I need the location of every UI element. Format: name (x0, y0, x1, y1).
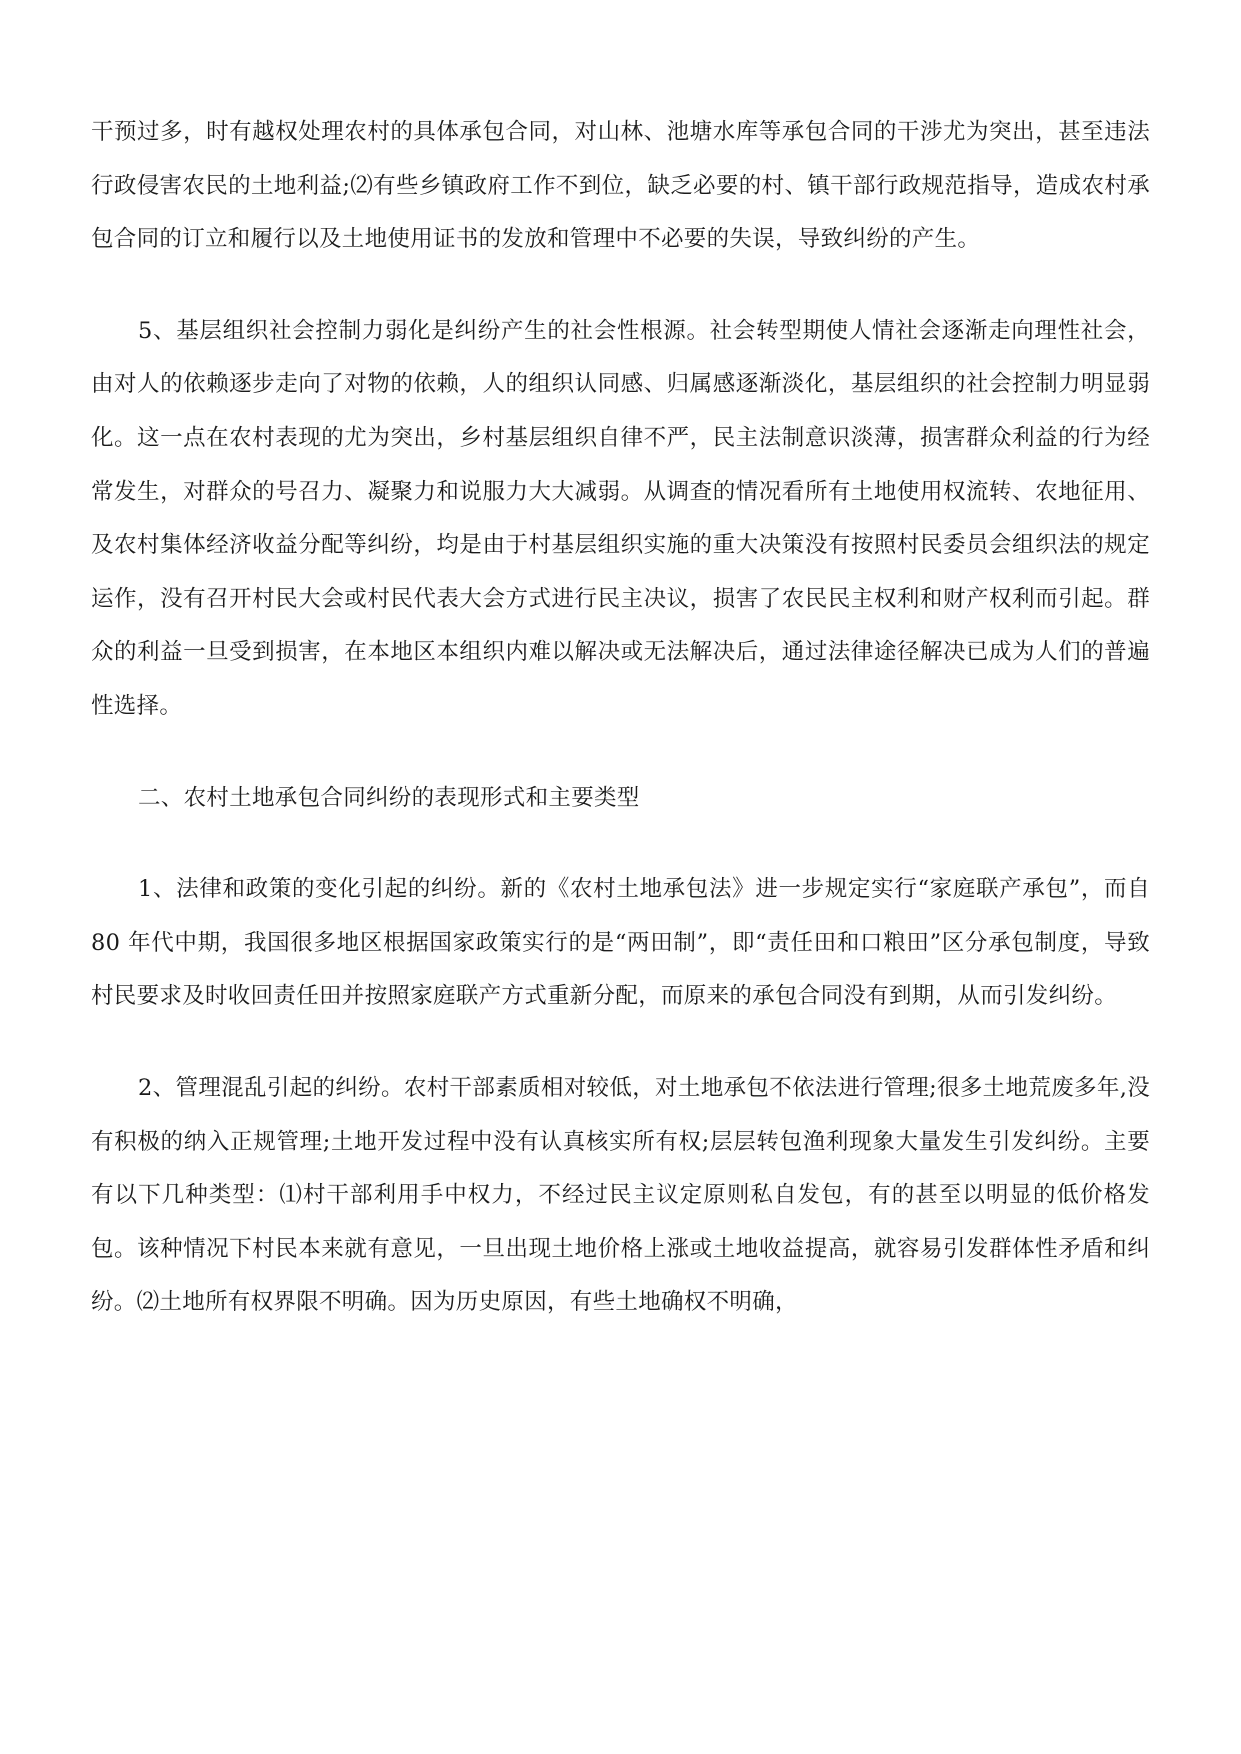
paragraph-item-1: 1、法律和政策的变化引起的纠纷。新的《农村土地承包法》进一步规定实行“家庭联产承包”，而自 80 年代中期，我国很多地区根据国家政策实行的是“两田制”，即“责任田和口粮田”区分承包制度，导致村民要求及时收回责任田并按照家庭联产方式重新分配，而原来的承包合同没有到期，从而引发纠纷。 (91, 876, 1150, 1010)
document-body (91, 106, 1150, 1330)
paragraph-item-5: 5、基层组织社会控制力弱化是纠纷产生的社会性根源。社会转型期使人情社会逐渐走向理性社会，由对人的依赖逐步走向了对物的依赖，人的组织认同感、归属感逐渐淡化，基层组织的社会控制力明显弱化。这一点在农村表现的尤为突出，乡村基层组织自律不严，民主法制意识淡薄，损害群众利益的行为经常发生，对群众的号召力、凝聚力和说服力大大减弱。从调查的情况看所有土地使用权流转、农地征用、及农村集体经济收益分配等纠纷，均是由于村基层组织实施的重大决策没有按照村民委员会组织法的规定运作，没有召开村民大会或村民代表大会方式进行民主决议，损害了农民民主权利和财产权利而引起。群众的利益一旦受到损害，在本地区本组织内难以解决或无法解决后，通过法律途径解决已成为人们的普遍性选择。 (91, 317, 1150, 719)
paragraph-continuation: 干预过多，时有越权处理农村的具体承包合同，对山林、池塘水库等承包合同的干涉尤为突出，甚至违法行政侵害农民的土地利益;⑵有些乡镇政府工作不到位，缺乏必要的村、镇干部行政规范指导，造成农村承包合同的订立和履行以及土地使用证书的发放和管理中不必要的失误，导致纠纷的产生。 (91, 119, 1150, 253)
section-heading-2: 二、农村土地承包合同纠纷的表现形式和主要类型 (138, 784, 640, 811)
paragraph-item-2: 2、管理混乱引起的纠纷。农村干部素质相对较低，对土地承包不依法进行管理;很多土地荒废多年,没有积极的纳入正规管理;土地开发过程中没有认真核实所有权;层层转包渔利现象大量发生引发纠纷。主要有以下几种类型：⑴村干部利用手中权力，不经过民主议定原则私自发包，有的甚至以明显的低价格发包。该种情况下村民本来就有意见，一旦出现土地价格上涨或土地收益提高，就容易引发群体性矛盾和纠纷。⑵土地所有权界限不明确。因为历史原因，有些土地确权不明确， (91, 1074, 1150, 1316)
